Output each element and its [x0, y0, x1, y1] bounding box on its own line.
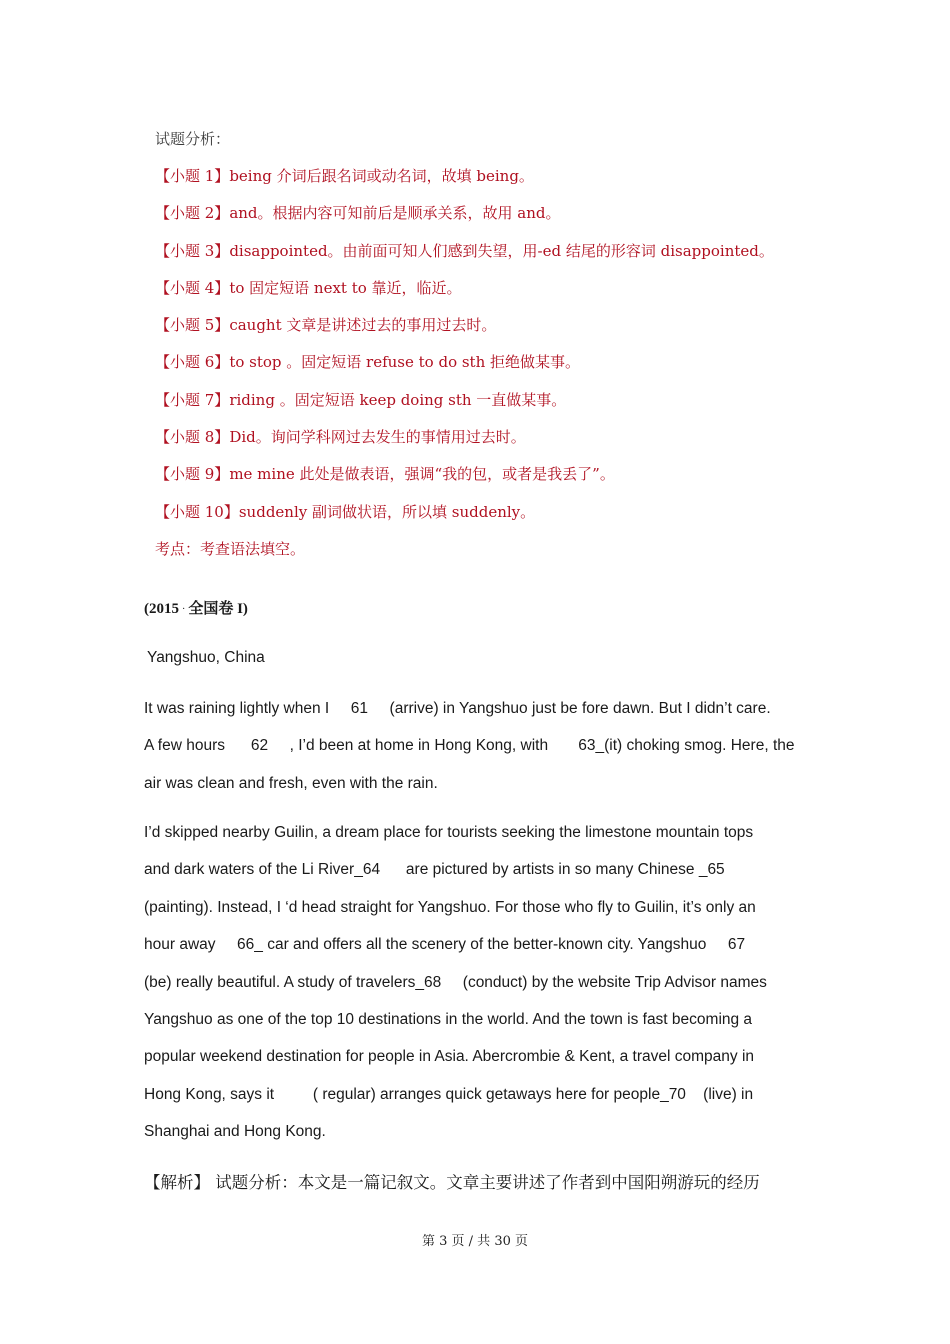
answer-text: to stop 。固定短语 refuse to do sth 拒绝做某事。 [229, 353, 581, 372]
passage-line: hour away 66_ car and offers all the scenery of the better-known city. Yangshuo 67 [144, 936, 746, 954]
question-number: 【小题 8】 [155, 428, 230, 447]
passage-title: Yangshuo, China [147, 649, 265, 666]
answer-line [155, 424, 855, 450]
question-number: 【小题 4】 [155, 278, 230, 297]
passage-line: (painting). Instead, I ‘d head straight for Yangshuo. For those who fly to Guilin, it’s only an [144, 898, 756, 916]
passage-paragraph-1 [144, 690, 824, 802]
answer-text: being 介词后跟名词或动名词，故填 being。 [229, 167, 534, 185]
passage-line: air was clean and fresh, even with the rain. [144, 774, 438, 792]
question-number: 【小题 2】 [155, 204, 230, 223]
answer-text: suddenly 副词做状语，所以填 suddenly。 [238, 502, 536, 521]
passage-line: and dark waters of the Li River_64 are pictured by artists in so many Chinese _65 [144, 861, 725, 879]
question-number: 【小题 6】 [155, 353, 230, 372]
question-number: 【小题 9】 [155, 465, 230, 484]
passage-line: popular weekend destination for people in Asia. Abercrombie & Kent, a travel company in [144, 1048, 755, 1066]
passage-line: Yangshuo as one of the top 10 destinations in the world. And the town is fast becoming a [144, 1010, 753, 1028]
answer-line [155, 387, 855, 413]
question-number: 【小题 3】 [155, 241, 230, 260]
question-number: 【小题 10】 [155, 502, 239, 521]
answer-text: disappointed。由前面可知人们感到失望，用-ed 结尾的形容词 disappointed。 [229, 241, 774, 260]
answer-line [155, 349, 855, 375]
passage-line: (be) really beautiful. A study of travelers_68 (conduct) by the website Trip Advisor names [144, 973, 767, 991]
answer-line [155, 275, 855, 301]
answer-line [155, 200, 855, 226]
analysis-heading: 试题分析： [155, 130, 231, 148]
answer-text: riding 。固定短语 keep doing sth 一直做某事。 [229, 390, 567, 409]
test-point: 考点：考查语法填空。 [155, 539, 306, 558]
answer-text: me mine 此处是做表语，强调“我的包，或者是我丢了”。 [229, 465, 615, 484]
answer-line [155, 312, 855, 338]
question-number: 【小题 1】 [155, 167, 230, 185]
answer-text: caught 文章是讲述过去的事用过去时。 [229, 316, 497, 335]
answer-analysis-image [155, 126, 855, 562]
answer-line [155, 499, 855, 525]
question-number: 【小题 7】 [155, 390, 230, 409]
passage-line: I’d skipped nearby Guilin, a dream place for tourists seeking the limestone mountain tops [144, 824, 754, 841]
passage-line: Hong Kong, says it ( regular) arranges quick getaways here for people_70 (live) in [144, 1085, 754, 1103]
question-number: 【小题 5】 [155, 316, 230, 335]
answer-line [155, 163, 855, 189]
passage-paragraph-2 [144, 814, 824, 1151]
separator-dot: · [182, 604, 186, 616]
exam-year: (2015 [144, 601, 179, 617]
answer-line [155, 238, 855, 264]
page-footer: 第 3 页 / 共 30 页 [422, 1234, 528, 1249]
answer-text: Did。询问学科网过去发生的事情用过去时。 [229, 428, 526, 447]
exam-paper: 全国卷 I) [188, 601, 248, 617]
passage-line: It was raining lightly when I 61 (arrive) in Yangshuo just be fore dawn. But I didn’t care. [144, 700, 771, 717]
passage-line: Shanghai and Hong Kong. [144, 1123, 326, 1141]
passage-line: A few hours 62 , I’d been at home in Hong Kong, with 63_(it) choking smog. Here, the [144, 737, 795, 755]
exam-source [144, 597, 248, 618]
explanation-line: 【解析】 试题分析：本文是一篇记叙文。文章主要讲述了作者到中国阳朔游玩的经历 [144, 1173, 760, 1192]
answer-line [155, 461, 855, 487]
answer-text: to 固定短语 next to 靠近，临近。 [229, 278, 462, 297]
answer-text: and。根据内容可知前后是顺承关系，故用 and。 [229, 204, 561, 223]
